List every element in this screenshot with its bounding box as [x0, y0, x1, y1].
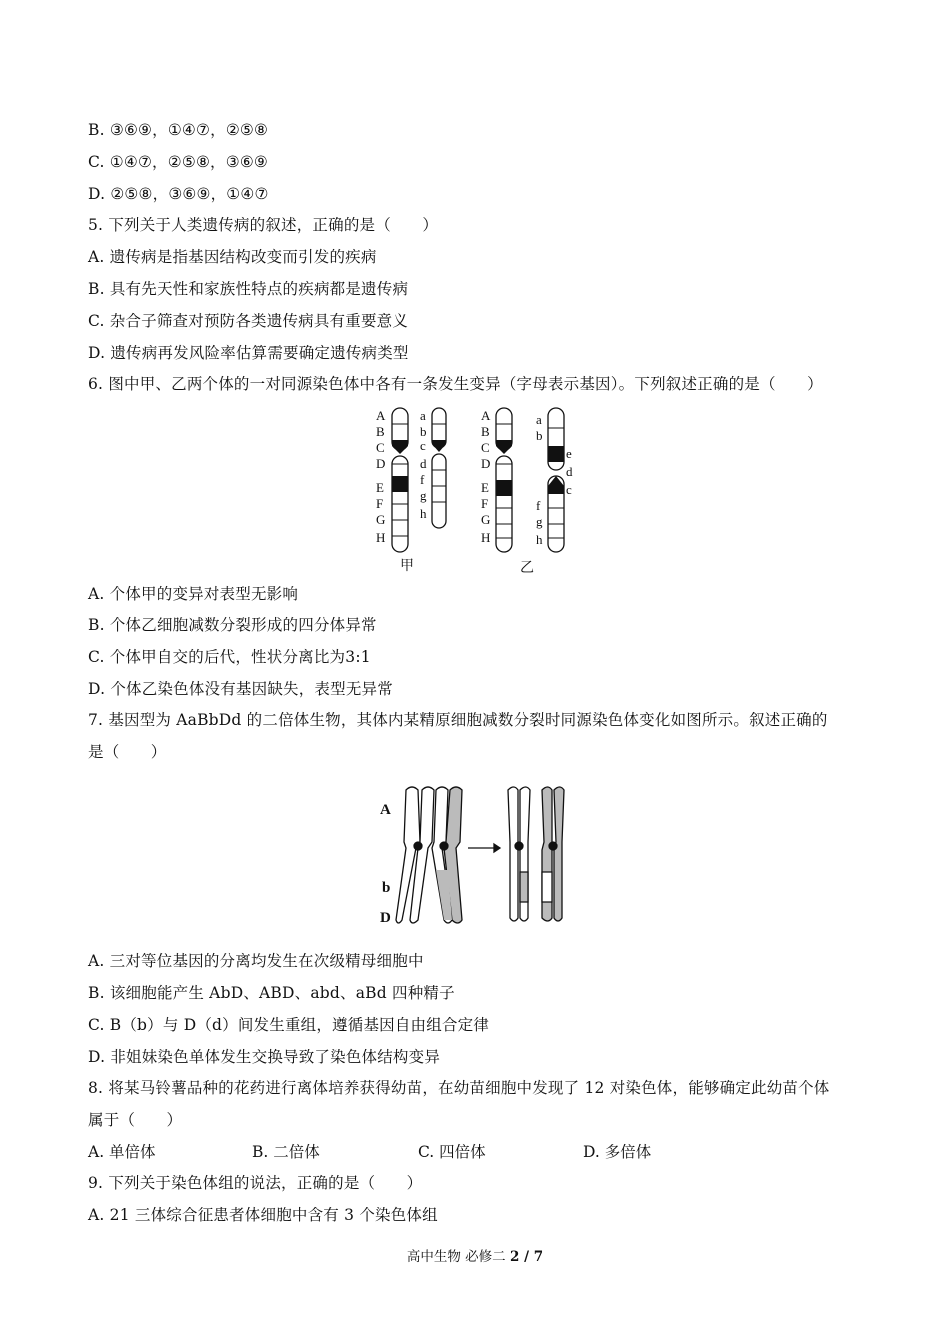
- q7-crossover-figure: [372, 780, 584, 932]
- q6-option-b: B. 个体乙细胞减数分裂形成的四分体异常: [88, 616, 377, 634]
- gene-label: c: [420, 438, 426, 453]
- q6-stem: 6. 图中甲、乙两个体的一对同源染色体中各有一条发生变异（字母表示基因）。下列叙述正确的是（ ）: [88, 375, 823, 393]
- q5-option-a: A. 遗传病是指基因结构改变而引发的疾病: [88, 248, 377, 266]
- q9-stem: 9. 下列关于染色体组的说法，正确的是（ ）: [88, 1174, 423, 1192]
- q4-option-b: B. ③⑥⑨，①④⑦，②⑤⑧: [88, 121, 269, 139]
- page-footer: [0, 1248, 950, 1266]
- q7-option-d: D. 非姐妹染色单体发生交换导致了染色体结构变异: [88, 1048, 441, 1066]
- gene-label: h: [536, 532, 543, 547]
- gene-label: h: [420, 506, 427, 521]
- gene-label: C: [376, 440, 385, 455]
- gene-label-d: D: [380, 910, 391, 926]
- q7-option-b: B. 该细胞能产生 AbD、ABD、abd、aBd 四种精子: [88, 984, 455, 1002]
- gene-label-a: A: [380, 802, 391, 818]
- figure-label-yi: 乙: [520, 561, 534, 576]
- gene-label: D: [481, 456, 491, 471]
- gene-label-b: b: [382, 880, 391, 896]
- gene-label: H: [481, 530, 491, 545]
- q8-option-a: A. 单倍体: [88, 1143, 156, 1161]
- gene-label: a: [536, 412, 542, 427]
- gene-label: d: [420, 456, 427, 471]
- q7-option-c: C. B（b）与 D（d）间发生重组，遵循基因自由组合定律: [88, 1016, 490, 1034]
- q5-option-c: C. 杂合子筛查对预防各类遗传病具有重要意义: [88, 312, 409, 330]
- q7-stem-line2: 是（ ）: [88, 743, 167, 761]
- q6-chromosome-figure: [370, 404, 590, 576]
- page-number: 2 / 7: [509, 1249, 544, 1265]
- gene-label: f: [420, 472, 425, 487]
- q8-stem-line1: 8. 将某马铃薯品种的花药进行离体培养获得幼苗，在幼苗细胞中发现了 12 对染色体，能够确定此幼苗个体: [88, 1079, 830, 1097]
- q5-option-b: B. 具有先天性和家族性特点的疾病都是遗传病: [88, 280, 409, 298]
- q6-option-c: C. 个体甲自交的后代，性状分离比为3:1: [88, 648, 371, 666]
- q8-option-b: B. 二倍体: [252, 1143, 320, 1161]
- gene-label: e: [566, 446, 572, 461]
- gene-label: B: [481, 424, 490, 439]
- q4-option-d: D. ②⑤⑧，③⑥⑨，①④⑦: [88, 185, 269, 203]
- gene-label: b: [536, 428, 543, 443]
- gene-label: C: [481, 440, 490, 455]
- gene-label: E: [481, 480, 489, 495]
- q7-option-a: A. 三对等位基因的分离均发生在次级精母细胞中: [88, 952, 424, 970]
- q5-stem: 5. 下列关于人类遗传病的叙述，正确的是（ ）: [88, 216, 439, 234]
- gene-label: D: [376, 456, 386, 471]
- q7-stem-line1: 7. 基因型为 AaBbDd 的二倍体生物，其体内某精原细胞减数分裂时同源染色体变化如图所示。叙述正确的: [88, 711, 828, 729]
- gene-label: G: [481, 512, 491, 527]
- figure-label-jia: 甲: [400, 559, 414, 574]
- gene-label: g: [420, 488, 427, 503]
- gene-label: a: [420, 408, 426, 423]
- q8-stem-line2: 属于（ ）: [88, 1111, 183, 1129]
- q8-option-d: D. 多倍体: [583, 1143, 652, 1161]
- gene-label: f: [536, 498, 541, 513]
- gene-label: G: [376, 512, 386, 527]
- gene-label: d: [566, 464, 573, 479]
- gene-label: F: [481, 496, 489, 511]
- footer-subject: 高中生物 必修二: [406, 1249, 510, 1265]
- gene-label: E: [376, 480, 384, 495]
- gene-label: A: [481, 408, 491, 423]
- gene-label: c: [566, 482, 572, 497]
- q6-option-a: A. 个体甲的变异对表型无影响: [88, 585, 299, 603]
- q8-option-c: C. 四倍体: [418, 1143, 486, 1161]
- gene-label: H: [376, 530, 386, 545]
- q9-option-a: A. 21 三体综合征患者体细胞中含有 3 个染色体组: [88, 1206, 438, 1224]
- gene-label: g: [536, 514, 543, 529]
- q5-option-d: D. 遗传病再发风险率估算需要确定遗传病类型: [88, 344, 409, 362]
- gene-label: B: [376, 424, 385, 439]
- gene-label: A: [376, 408, 386, 423]
- gene-label: b: [420, 424, 427, 439]
- gene-label: F: [376, 496, 384, 511]
- q6-option-d: D. 个体乙染色体没有基因缺失，表型无异常: [88, 680, 393, 698]
- q4-option-c: C. ①④⑦，②⑤⑧，③⑥⑨: [88, 153, 269, 171]
